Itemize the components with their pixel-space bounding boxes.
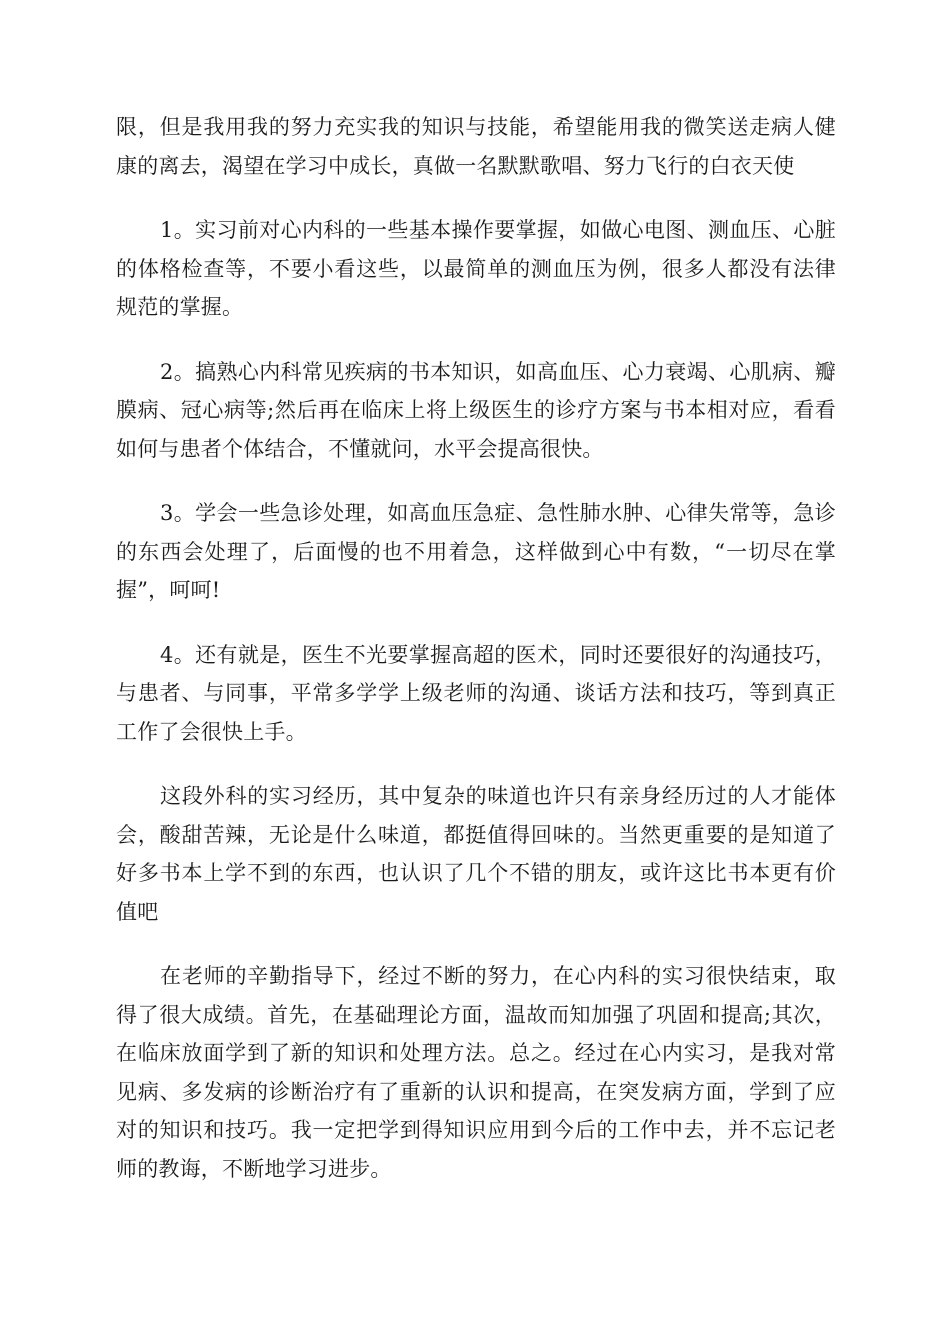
paragraph-summary: 在老师的辛勤指导下，经过不断的努力，在心内科的实习很快结束，取得了很大成绩。首先，在基础理论方面，温故而知加强了巩固和提高;其次，在临床放面学到了新的知识和处理方法。总之。经过在心内实习，是我对常见病、多发病的诊断治疗有了重新的认识和提高，在突发病方面，学到了应对的知识和技巧。我一定把学到得知识应用到今后的工作中去，并不忘记老师的教诲，不断地学习进步。 xyxy=(116,964,836,1181)
paragraph-continuation: 限，但是我用我的努力充实我的知识与技能，希望能用我的微笑送走病人健康的离去，渴望在学习中成长，真做一名默默歌唱、努力飞行的白衣天使 xyxy=(116,115,836,178)
paragraph-item-2: 2。搞熟心内科常见疾病的书本知识，如高血压、心力衰竭、心肌病、瓣膜病、冠心病等;然后再在临床上将上级医生的诊疗方案与书本相对应，看看如何与患者个体结合，不懂就问，水平会提高很快。 xyxy=(116,359,836,461)
paragraph-item-3: 3。学会一些急诊处理，如高血压急症、急性肺水肿、心律失常等，急诊的东西会处理了，后面慢的也不用着急，这样做到心中有数，“一切尽在掌握”，呵呵! xyxy=(116,501,836,602)
paragraph-item-1: 1。实习前对心内科的一些基本操作要掌握，如做心电图、测血压、心脏的体格检查等，不要小看这些，以最简单的测血压为例，很多人都没有法律规范的掌握。 xyxy=(116,218,836,319)
paragraph-reflection: 这段外科的实习经历，其中复杂的味道也许只有亲身经历过的人才能体会，酸甜苦辣，无论是什么味道，都挺值得回味的。当然更重要的是知道了好多书本上学不到的东西，也认识了几个不错的朋友，或许这比书本更有价值吧 xyxy=(116,784,836,924)
document-body xyxy=(116,108,836,1214)
paragraph-item-4: 4。还有就是，医生不光要掌握高超的医术，同时还要很好的沟通技巧，与患者、与同事，平常多学学上级老师的沟通、谈话方法和技巧，等到真正工作了会很快上手。 xyxy=(116,642,836,744)
